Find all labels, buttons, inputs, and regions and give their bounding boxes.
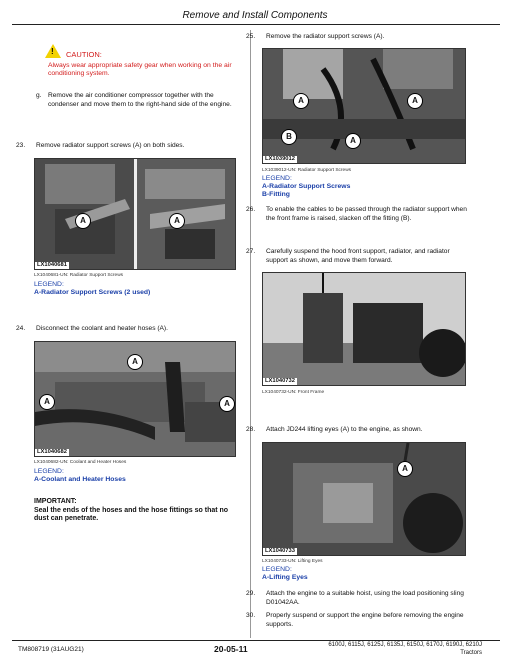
figure-caption: LX1040682-UN: Coolant and Heater Hoses — [34, 460, 127, 465]
caution-text: Always wear appropriate safety gear when working on the air conditioning system. — [48, 62, 232, 78]
important-title: IMPORTANT: — [34, 498, 77, 505]
legend-title: LEGEND: — [34, 281, 64, 288]
figure-caption: LX1039012-UN: Radiator Support Screws — [262, 168, 352, 173]
figure-caption: LX1040733-UN: Lifting Eyes — [262, 559, 323, 564]
legend-item: A-Radiator Support Screws — [262, 183, 351, 190]
legend-title: LEGEND: — [34, 468, 64, 475]
callout-a: A — [293, 93, 309, 109]
photo-radiator-support-screws-sides — [34, 158, 236, 270]
photo-id: LX1040682 — [37, 449, 67, 455]
figure-caption: LX1040681-UN: Radiator Support Screws — [34, 273, 124, 278]
footer-rule — [12, 640, 500, 641]
model-list: 6100J, 6115J, 6125J, 6135J, 6150J, 6170J, 6190J, 6210J Tractors — [282, 642, 482, 657]
legend-item: A-Coolant and Heater Hoses — [34, 476, 126, 483]
page-number: 20-05-11 — [214, 644, 248, 654]
callout-a: A — [75, 213, 91, 229]
figure-caption: LX1040732-UN: Front Frame — [262, 390, 325, 395]
column-divider — [250, 30, 251, 638]
product-name: Tractors — [460, 649, 482, 656]
page-title: Remove and Install Components — [182, 10, 328, 21]
photo-front-frame — [262, 272, 466, 386]
callout-a: A — [345, 133, 361, 149]
callout-b: B — [281, 129, 297, 145]
header-rule — [12, 24, 500, 25]
callout-a: A — [219, 396, 235, 412]
legend-item: A-Lifting Eyes — [262, 574, 308, 581]
legend-item: B-Fitting — [262, 191, 290, 198]
legend-title: LEGEND: — [262, 566, 292, 573]
photo-id: LX1040681 — [37, 262, 67, 268]
callout-a: A — [407, 93, 423, 109]
callout-a: A — [397, 461, 413, 477]
photo-lifting-eyes — [262, 442, 466, 556]
photo-coolant-heater-hoses — [34, 341, 236, 457]
callout-a: A — [39, 394, 55, 410]
legend-item: A-Radiator Support Screws (2 used) — [34, 289, 151, 296]
callout-a: A — [127, 354, 143, 370]
important-note — [34, 498, 240, 524]
important-text: Seal the ends of the hoses and the hose fittings so that no dust can penetrate. — [34, 506, 229, 523]
document-code: TM808719 (31AUG21) — [18, 646, 84, 653]
caution-title: CAUTION: — [66, 50, 102, 59]
callout-a: A — [169, 213, 185, 229]
legend-title: LEGEND: — [262, 175, 292, 182]
photo-id: LX1040732 — [265, 378, 295, 384]
photo-id: LX1040733 — [265, 548, 295, 554]
photo-radiator-support-screws — [262, 48, 466, 164]
photo-id: LX1039012 — [265, 156, 295, 162]
